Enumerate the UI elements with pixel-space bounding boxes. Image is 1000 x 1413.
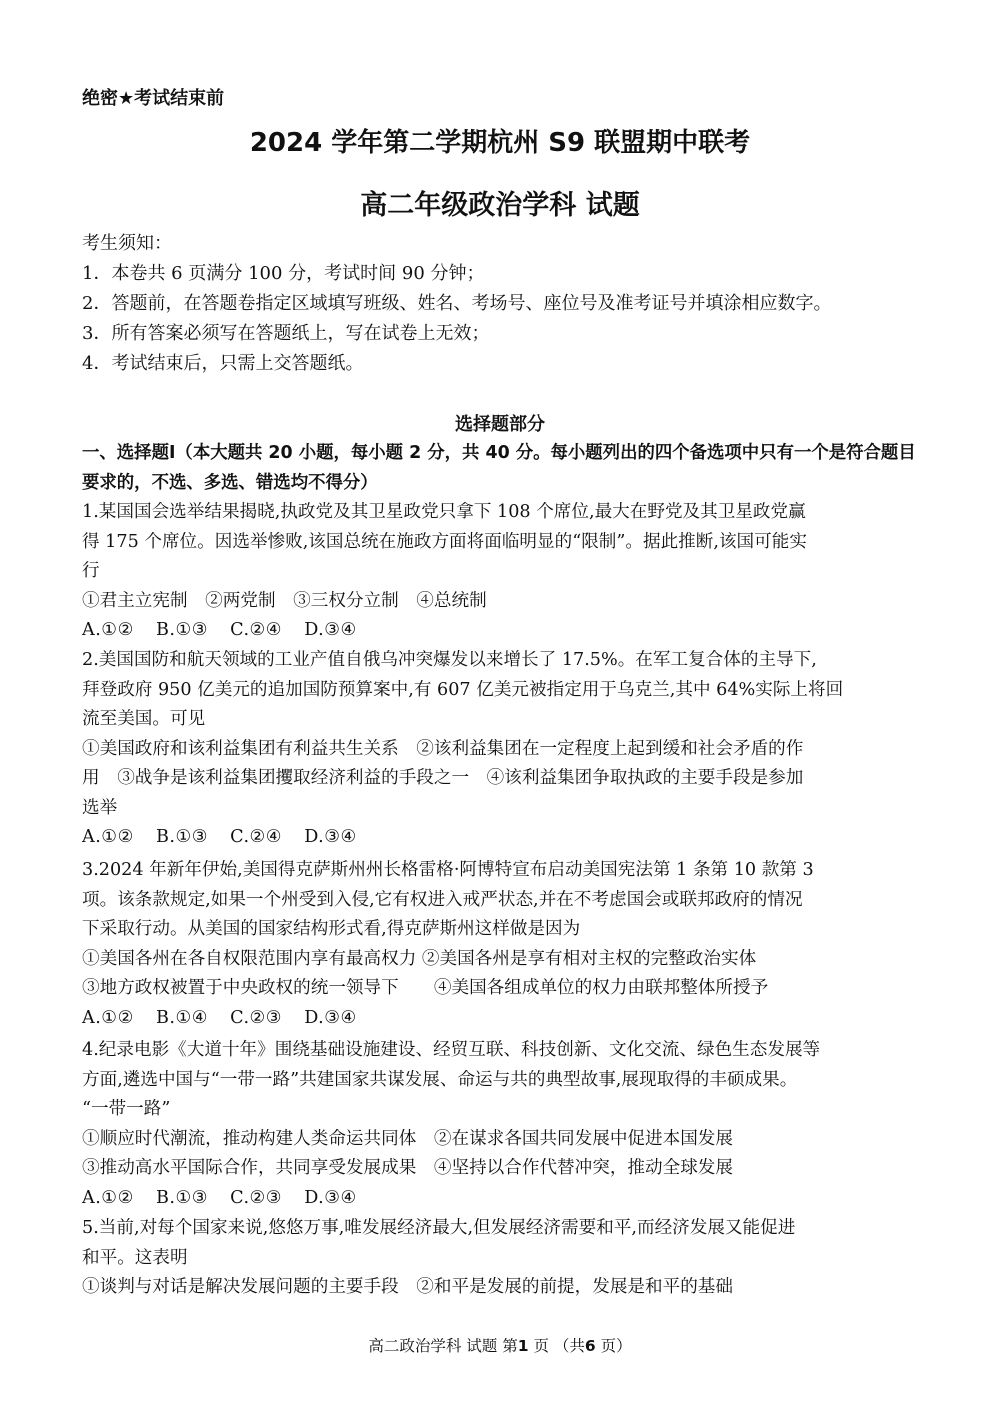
section-title: 选择题部分 bbox=[455, 414, 545, 435]
answer-choice: D.③④ bbox=[304, 1187, 357, 1208]
question-options-line: ③推动高水平国际合作，共同享受发展成果 ④坚持以合作代替冲突，推动全球发展 bbox=[82, 1158, 733, 1178]
part-heading: 一、选择题Ⅰ（本大题共 20 小题，每小题 2 分，共 40 分。每小题列出的四个备选项中只有一个是符合题目要求的，不选、多选、错选均不得分） bbox=[82, 443, 916, 493]
question-options-line: ①顺应时代潮流，推动构建人类命运共同体 ②在谋求各国共同发展中促进本国发展 bbox=[82, 1128, 733, 1149]
answer-choice: B.①④ bbox=[155, 1007, 209, 1028]
answer-choice: C.②③ bbox=[230, 1007, 283, 1028]
question-options-line: ①谈判与对话是解决发展问题的主要手段 ②和平是发展的前提，发展是和平的基础 bbox=[82, 1277, 733, 1297]
answer-choice: B.①③ bbox=[155, 620, 209, 640]
question-options-line: 用 ③战争是该利益集团攫取经济利益的手段之一 ④该利益集团争取执政的主要手段是参加 bbox=[82, 768, 804, 788]
answer-choices bbox=[82, 823, 922, 853]
question-stem-line: 方面,遴选中国与“一带一路”共建国家共谋发展、命运与共的典型故事,展现取得的丰硕成果。 bbox=[82, 1069, 798, 1090]
question-stem-line: 项。该条款规定,如果一个州受到入侵,它有权进入戒严状态,并在不考虑国会或联邦政府的情况 bbox=[82, 889, 803, 910]
question-options-line: ①君主立宪制 ②两党制 ③三权分立制 ④总统制 bbox=[82, 590, 487, 611]
question-2 bbox=[82, 646, 922, 853]
answer-choice: B.①③ bbox=[155, 827, 209, 847]
question-3 bbox=[82, 856, 922, 1033]
answer-choice: C.②④ bbox=[230, 827, 283, 847]
question-stem-line: 得 175 个席位。因选举惨败,该国总统在施政方面将面临明显的“限制”。据此推断,该国可能实 bbox=[82, 531, 807, 552]
answer-choice: A.①② bbox=[82, 827, 134, 847]
question-1 bbox=[82, 498, 922, 646]
page-footer bbox=[0, 1334, 1000, 1356]
question-5 bbox=[82, 1214, 922, 1303]
exam-title: 2024 学年第二学期杭州 S9 联盟期中联考 bbox=[249, 128, 751, 158]
question-stem-line: “一带一路” bbox=[82, 1099, 171, 1119]
footer-page-number: 1 bbox=[517, 1337, 529, 1355]
question-stem-line: 拜登政府 950 亿美元的追加国防预算案中,有 607 亿美元被指定用于乌克兰,其中 64%实际上将回 bbox=[82, 679, 844, 700]
notice-item: 1．本卷共 6 页满分 100 分，考试时间 90 分钟； bbox=[82, 263, 485, 284]
answer-choice: B.①③ bbox=[155, 1187, 209, 1208]
question-options-line: ①美国各州在各自权限范围内享有最高权力 ②美国各州是享有相对主权的完整政治实体 bbox=[82, 948, 757, 969]
exam-notice bbox=[82, 229, 922, 379]
answer-choice: A.①② bbox=[82, 1007, 134, 1028]
question-stem-line: 5.当前,对每个国家来说,悠悠万事,唯发展经济最大,但发展经济需要和平,而经济发展又能促进 bbox=[82, 1218, 796, 1238]
question-options-line: ③地方政权被置于中央政权的统一领导下 ④美国各组成单位的权力由联邦整体所授予 bbox=[82, 978, 769, 998]
answer-choice: C.②③ bbox=[230, 1187, 283, 1208]
question-stem-line: 行 bbox=[82, 561, 100, 581]
question-stem-line: 4.纪录电影《大道十年》围绕基础设施建设、经贸互联、科技创新、文化交流、绿色生态发展等 bbox=[82, 1040, 821, 1060]
question-stem-line: 下采取行动。从美国的国家结构形式看,得克萨斯州这样做是因为 bbox=[82, 919, 581, 939]
confidential-label: 绝密★考试结束前 bbox=[82, 88, 225, 109]
answer-choice: D.③④ bbox=[304, 1007, 357, 1028]
exam-subtitle: 高二年级政治学科 试题 bbox=[360, 190, 640, 221]
question-options-line: 选举 bbox=[82, 797, 118, 818]
footer-suffix: 页） bbox=[595, 1337, 632, 1355]
answer-choices bbox=[82, 1184, 922, 1214]
answer-choices bbox=[82, 616, 922, 646]
question-options-line: ①美国政府和该利益集团有利益共生关系 ②该利益集团在一定程度上起到缓和社会矛盾的作 bbox=[82, 738, 804, 759]
footer-total-pages: 6 bbox=[584, 1337, 596, 1355]
answer-choices bbox=[82, 1004, 922, 1034]
notice-item: 2．答题前，在答题卷指定区域填写班级、姓名、考场号、座位号及准考证号并填涂相应数字。 bbox=[82, 293, 832, 314]
question-stem-line: 流至美国。可见 bbox=[82, 709, 206, 729]
notice-item: 3．所有答案必须写在答题纸上，写在试卷上无效； bbox=[82, 323, 490, 344]
answer-choice: D.③④ bbox=[304, 827, 357, 847]
question-stem-line: 1.某国国会选举结果揭晓,执政党及其卫星政党只拿下 108 个席位,最大在野党及其卫星政党赢 bbox=[82, 502, 806, 522]
answer-choice: A.①② bbox=[82, 620, 134, 640]
footer-mid: 页 （共 bbox=[528, 1337, 585, 1355]
notice-heading: 考生须知： bbox=[82, 233, 172, 254]
question-4 bbox=[82, 1036, 922, 1213]
question-stem-line: 和平。这表明 bbox=[82, 1247, 188, 1268]
question-stem-line: 2.美国国防和航天领域的工业产值自俄乌冲突爆发以来增长了 17.5%。在军工复合体的主导下, bbox=[82, 650, 817, 670]
question-stem-line: 3.2024 年新年伊始,美国得克萨斯州州长格雷格·阿博特宣布启动美国宪法第 1 条第 10 款第 3 bbox=[82, 860, 814, 880]
answer-choice: C.②④ bbox=[230, 620, 283, 640]
answer-choice: D.③④ bbox=[304, 620, 357, 640]
footer-prefix: 高二政治学科 试题 第 bbox=[368, 1337, 518, 1355]
notice-item: 4．考试结束后，只需上交答题纸。 bbox=[82, 353, 364, 374]
answer-choice: A.①② bbox=[82, 1187, 134, 1208]
